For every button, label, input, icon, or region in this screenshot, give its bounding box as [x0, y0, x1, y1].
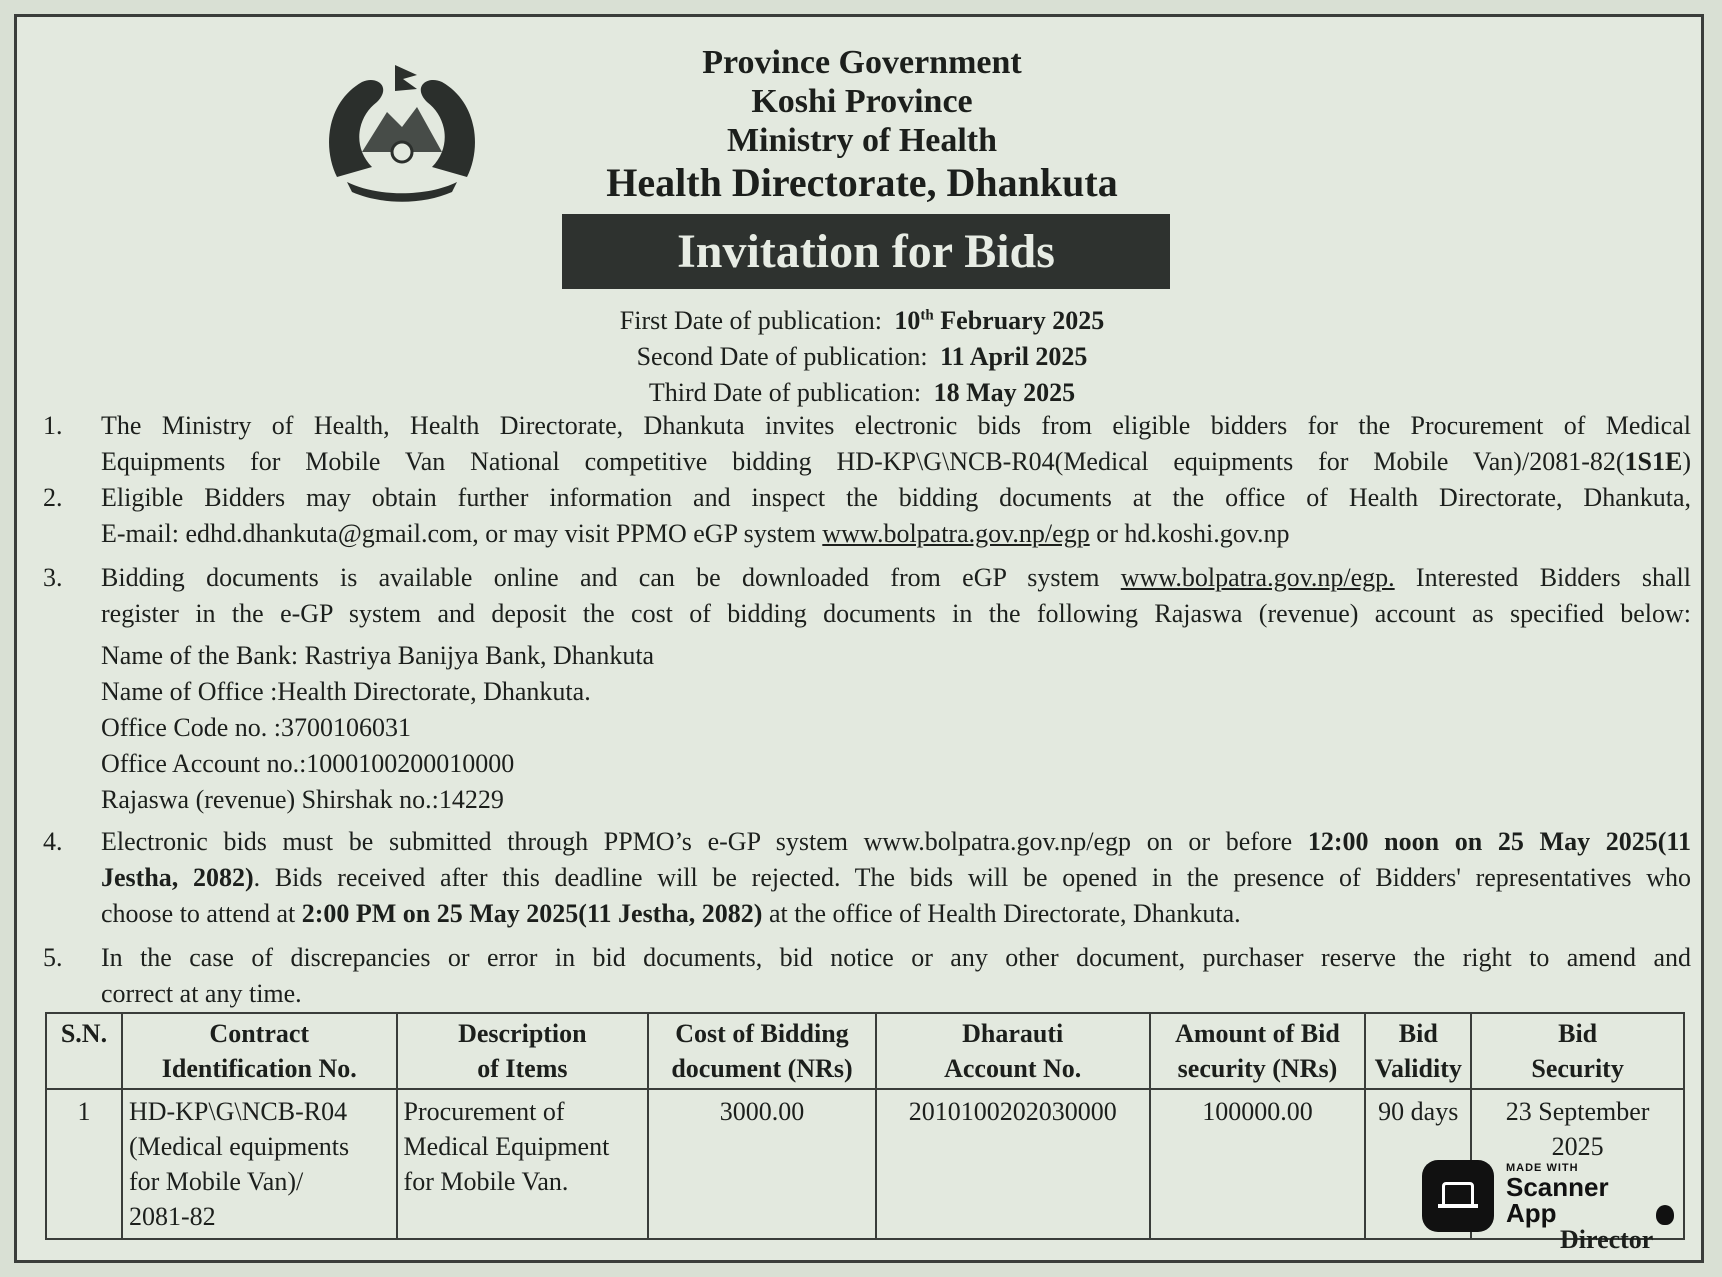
publication-dates	[17, 297, 1707, 411]
col-security: Bid Security	[1471, 1013, 1684, 1089]
col-amount: Amount of Bid security (NRs)	[1150, 1013, 1366, 1089]
list-item: 5. In the case of discrepancies or error in bid documents, bid notice or any other document, purchaser reserve the right to amend and correct at any time.	[43, 943, 1691, 1008]
cell-validity: 90 days	[1365, 1089, 1471, 1239]
cell-sn: 1	[46, 1089, 122, 1239]
scanner-app-logo-icon	[1422, 1160, 1494, 1232]
col-contract: Contract Identification No.	[122, 1013, 397, 1089]
notice-sheet	[14, 14, 1704, 1263]
col-validity: Bid Validity	[1365, 1013, 1471, 1089]
cell-cost: 3000.00	[648, 1089, 876, 1239]
col-description: Description of Items	[397, 1013, 649, 1089]
scanner-app-watermark: MADE WITH Scanner App	[1506, 1162, 1609, 1228]
cell-account: 2010100202030000	[876, 1089, 1150, 1239]
col-sn: S.N.	[46, 1013, 122, 1089]
list-item: 4. Electronic bids must be submitted through PPMO’s e-GP system www.bolpatra.gov.np/egp on or before 12:00 noon on 25 May 2025(11 Jestha, 2082). Bids received after this deadline will be rejected. The bids will be opened in the presence of Bidders' representatives who choose to attend at 2:00 PM on 25 May 2025(11 Jestha, 2082) at the office of Health Directorate, Dhankuta.	[43, 827, 1691, 928]
koshi-title: Koshi Province	[751, 83, 973, 120]
col-cost: Cost of Bidding document (NRs)	[648, 1013, 876, 1089]
egp-download-link[interactable]: www.bolpatra.gov.np/egp.	[1120, 563, 1395, 592]
cell-contract: HD-KP\G\NCB-R04 (Medical equipments for Mobile Van)/ 2081-82	[122, 1089, 397, 1239]
invitation-banner: Invitation for Bids	[562, 214, 1170, 289]
col-account: Dharauti Account No.	[876, 1013, 1150, 1089]
third-date: Third Date of publication: 18 May 2025	[648, 377, 1076, 407]
first-date: First Date of publication: 10th February 2025	[619, 305, 1105, 335]
egp-link[interactable]: www.bolpatra.gov.np/egp	[822, 519, 1090, 548]
cell-security: 23 September 2025	[1471, 1089, 1684, 1239]
notice-items	[43, 408, 1691, 1012]
second-date: Second Date of publication: 11 April 2025	[636, 341, 1088, 371]
cell-amount: 100000.00	[1150, 1089, 1366, 1239]
list-item: 1. The Ministry of Health, Health Directorate, Dhankuta invites electronic bids from eligible bidders for the Procurement of Medical Equipments for Mobile Van National competitive bidding HD-KP\G\NCB-R04(Medical equipments for Mobile Van)/2081-82(1S1E)	[43, 411, 1691, 476]
header	[17, 43, 1707, 206]
table-header-row	[46, 1013, 1684, 1089]
province-title: Province Government	[702, 44, 1022, 81]
bank-details: Name of the Bank: Rastriya Banijya Bank, Dhankuta Name of Office :Health Directorate, Dhankuta. Office Code no. :3700106031 Office Account no.:1000100200010000 Rajaswa (revenue) Shirshak no.:14229	[101, 641, 655, 814]
signer-title: Director	[1560, 1225, 1654, 1254]
list-item: 3. Bidding documents is available online and can be downloaded from eGP system www.bolpatra.gov.np/egp. Interested Bidders shall register in the e-GP system and deposit the cost of bidding documents in the following Rajaswa (revenue) account as specified below: Name of the Bank: Rastriya Banijya Bank, Dhankuta Name of Office :Health Directorate, Dhankuta. Office Code no. :3700106031 Office Account no.:1000100200010000 Rajaswa (revenue) Shirshak no.:14229	[43, 560, 1691, 818]
cell-description: Procurement of Medical Equipment for Mobile Van.	[397, 1089, 649, 1239]
ministry-title: Ministry of Health	[726, 122, 998, 159]
directorate-title: Health Directorate, Dhankuta	[606, 160, 1118, 205]
apple-icon	[1656, 1205, 1674, 1225]
list-item: 2. Eligible Bidders may obtain further information and inspect the bidding documents at the office of Health Directorate, Dhankuta, E-mail: edhd.dhankuta@gmail.com, or may visit PPMO eGP system www.bolpatra.gov.np/egp or hd.koshi.gov.np	[43, 483, 1691, 548]
